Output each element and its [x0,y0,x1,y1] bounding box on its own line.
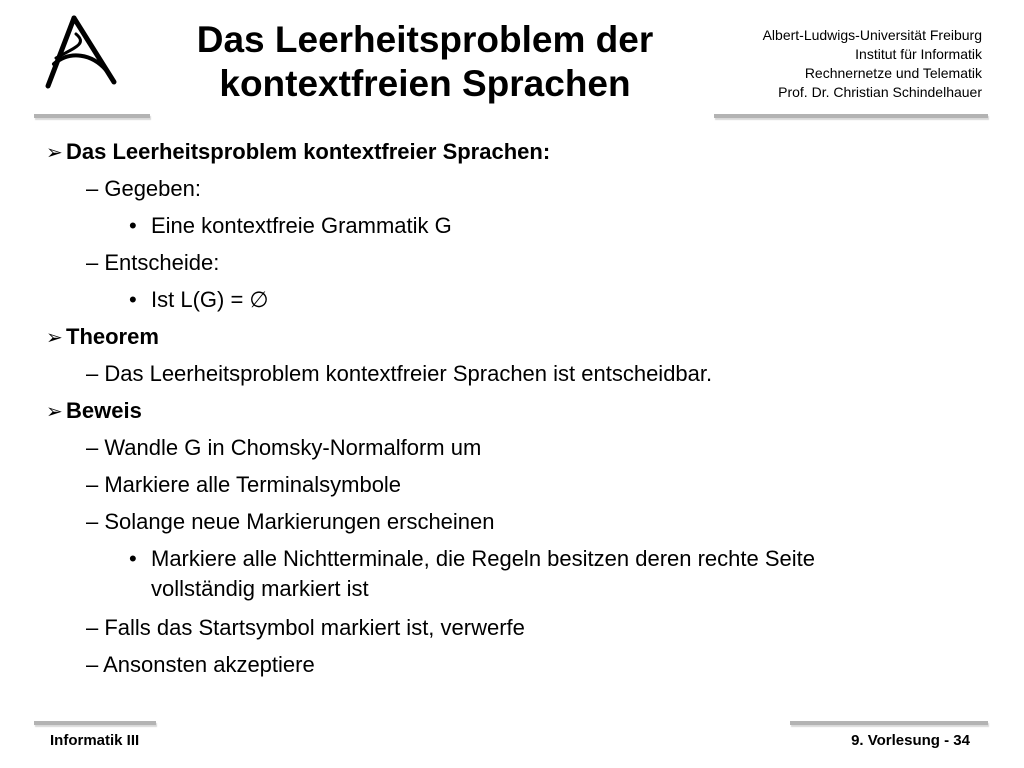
institute-info [763,26,982,102]
header-rule-right [714,114,988,118]
university-logo [36,14,126,94]
institute-name: Institut für Informatik [855,46,982,62]
footer-page-number: 9. Vorlesung - 34 [851,732,970,749]
dot-bullet-icon: • [129,546,137,571]
department-name: Rechnernetze und Telematik [804,65,982,81]
bullet-text: Theorem [66,324,159,349]
sub-bullet-accept: – Ansonsten akzeptiere [86,652,315,677]
item-text: vollständig markiert ist [151,576,369,601]
item-mark-nonterminals [129,545,815,573]
footer-rule-left [34,721,156,725]
bullet-text: Das Leerheitsproblem kontextfreier Sprachen: [66,139,551,164]
slide-title-line1: Das Leerheitsproblem der [196,19,654,60]
sub-bullet-theorem-statement: – Das Leerheitsproblem kontextfreier Sprachen ist entscheidbar. [86,361,713,386]
slide-title-line2: kontextfreien Sprachen [219,63,631,104]
footer-course: Informatik III [50,732,140,749]
dot-bullet-icon: • [129,287,137,312]
item-grammar [129,212,452,240]
item-text: Eine kontextfreie Grammatik G [151,213,452,238]
item-text: Ist L(G) = ∅ [151,287,269,312]
arrow-bullet-icon: ➢ [46,401,63,423]
bullet-proof [46,397,142,426]
bullet-text: Beweis [66,398,142,423]
university-name: Albert-Ludwigs-Universität Freiburg [762,27,982,43]
bullet-emptiness-problem [46,138,550,167]
item-language-empty [129,286,269,314]
sub-bullet-given: – Gegeben: [86,176,201,201]
bullet-theorem [46,323,159,352]
slide-title [160,18,690,106]
footer-rule-right [790,721,988,725]
arrow-bullet-icon: ➢ [46,327,63,349]
sub-bullet-decide: – Entscheide: [86,250,220,275]
sub-bullet-mark-terminals: – Markiere alle Terminalsymbole [86,472,402,497]
sub-bullet-reject: – Falls das Startsymbol markiert ist, verwerfe [86,615,525,640]
dot-bullet-icon: • [129,213,137,238]
arrow-bullet-icon: ➢ [46,142,63,164]
item-mark-nonterminals-continued [129,575,369,603]
item-text: Markiere alle Nichtterminale, die Regeln besitzen deren rechte Seite [151,546,816,571]
header-rule-left [34,114,150,118]
sub-bullet-repeat: – Solange neue Markierungen erscheinen [86,509,495,534]
professor-name: Prof. Dr. Christian Schindelhauer [778,84,982,100]
sub-bullet-chomsky: – Wandle G in Chomsky-Normalform um [86,435,482,460]
